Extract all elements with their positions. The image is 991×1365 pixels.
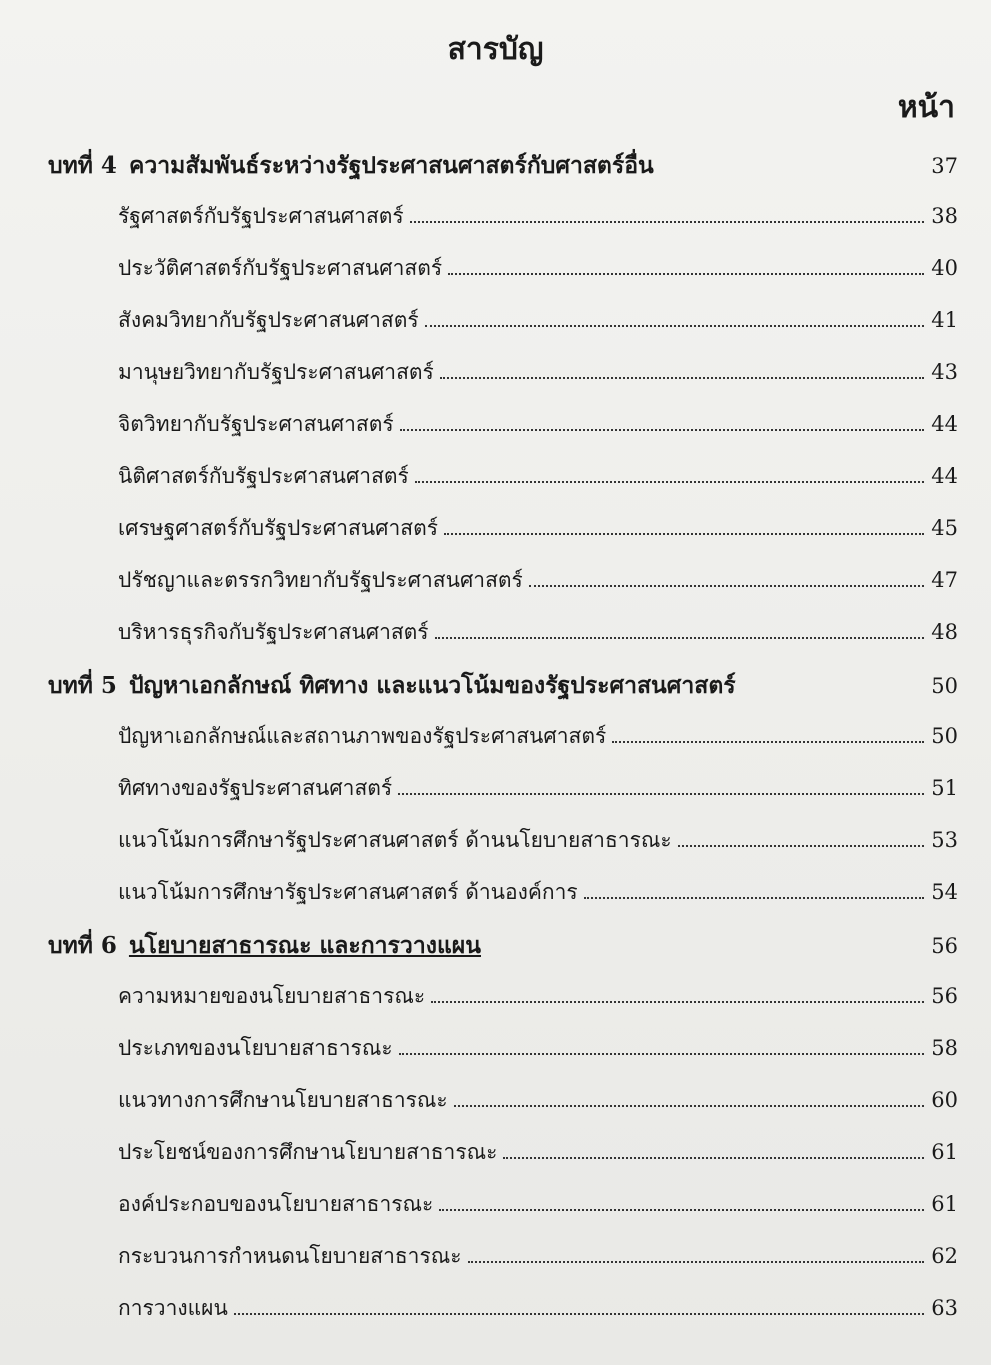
section-title: รัฐศาสตร์กับรัฐประศาสนศาสตร์: [118, 204, 404, 228]
toc-section-row: [118, 564, 958, 604]
toc-section-row: [118, 772, 958, 812]
page-number: 47: [931, 568, 958, 592]
page-number: 48: [931, 620, 958, 644]
dot-leader: [425, 325, 924, 327]
chapter-title: นโยบายสาธารณะ และการวางแผน: [128, 932, 481, 959]
toc-section-row: [118, 1084, 958, 1124]
toc-section-row: [118, 252, 958, 292]
page-number: 58: [931, 1036, 958, 1060]
section-title: เศรษฐศาสตร์กับรัฐประศาสนศาสตร์: [118, 516, 439, 540]
dot-leader: [584, 897, 924, 899]
section-title: แนวโน้มการศึกษารัฐประศาสนศาสตร์ ด้านนโยบายสาธารณะ: [118, 828, 672, 852]
page-number: 41: [931, 308, 958, 332]
toc-section-row: [118, 1188, 958, 1228]
page-number: 60: [931, 1088, 958, 1112]
dot-leader: [399, 1053, 924, 1055]
toc-chapter-row: [48, 668, 958, 708]
chapter-number: บทที่ 5: [48, 672, 117, 699]
page-number: 38: [931, 204, 958, 228]
section-title: แนวโน้มการศึกษารัฐประศาสนศาสตร์ ด้านองค์การ: [118, 880, 578, 904]
page-number: 43: [931, 360, 958, 384]
section-title: ปรัชญาและตรรกวิทยากับรัฐประศาสนศาสตร์: [118, 568, 523, 592]
section-title: จิตวิทยากับรัฐประศาสนศาสตร์: [118, 412, 394, 436]
page-number: 50: [931, 724, 958, 748]
section-title: มานุษยวิทยากับรัฐประศาสนศาสตร์: [118, 360, 434, 384]
section-title: กระบวนการกำหนดนโยบายสาธารณะ: [118, 1244, 462, 1268]
dot-leader: [454, 1105, 924, 1107]
toc-section-row: [118, 1292, 958, 1332]
chapter-title: ปัญหาเอกลักษณ์ ทิศทาง และแนวโน้มของรัฐประศาสนศาสตร์: [128, 672, 736, 699]
toc-section-row: [118, 512, 958, 552]
toc-section-row: [118, 460, 958, 500]
section-title: การวางแผน: [118, 1296, 228, 1320]
page-number: 61: [931, 1140, 958, 1164]
dot-leader: [435, 637, 924, 639]
dot-leader: [503, 1157, 924, 1159]
section-title: บริหารธุรกิจกับรัฐประศาสนศาสตร์: [118, 620, 429, 644]
toc-section-row: [118, 876, 958, 916]
dot-leader: [440, 377, 924, 379]
dot-leader: [448, 273, 924, 275]
toc-section-row: [118, 356, 958, 396]
section-title: แนวทางการศึกษานโยบายสาธารณะ: [118, 1088, 448, 1112]
toc-section-row: [118, 1032, 958, 1072]
page-number: 40: [931, 256, 958, 280]
dot-leader: [468, 1261, 924, 1263]
page-number: 45: [931, 516, 958, 540]
page-number: 51: [931, 776, 958, 800]
page-number: 63: [931, 1296, 958, 1320]
page-number: 37: [931, 154, 958, 178]
dot-leader: [234, 1313, 924, 1315]
toc-section-row: [118, 824, 958, 864]
page-number: 44: [931, 412, 958, 436]
page-number: 62: [931, 1244, 958, 1268]
section-title: ปัญหาเอกลักษณ์และสถานภาพของรัฐประศาสนศาสตร์: [118, 724, 607, 748]
page-column-header: หน้า: [897, 90, 955, 125]
toc-section-row: [118, 304, 958, 344]
section-title: ประวัติศาสตร์กับรัฐประศาสนศาสตร์: [118, 256, 443, 280]
page-number: 56: [931, 984, 958, 1008]
dot-leader: [410, 221, 924, 223]
dot-leader: [678, 845, 924, 847]
section-title: ความหมายของนโยบายสาธารณะ: [118, 984, 426, 1008]
page-title: สารบัญ: [447, 32, 544, 67]
toc-section-row: [118, 408, 958, 448]
dot-leader: [415, 481, 924, 483]
dot-leader: [444, 533, 924, 535]
toc-section-row: [118, 720, 958, 760]
toc-section-row: [118, 1136, 958, 1176]
dot-leader: [612, 741, 924, 743]
section-title: ประเภทของนโยบายสาธารณะ: [118, 1036, 393, 1060]
section-title: สังคมวิทยากับรัฐประศาสนศาสตร์: [118, 308, 419, 332]
section-title: องค์ประกอบของนโยบายสาธารณะ: [118, 1192, 434, 1216]
page-number: 54: [931, 880, 958, 904]
dot-leader: [400, 429, 924, 431]
chapter-number: บทที่ 6: [48, 932, 117, 959]
toc-section-row: [118, 980, 958, 1020]
section-title: ประโยชน์ของการศึกษานโยบายสาธารณะ: [118, 1140, 498, 1164]
dot-leader: [431, 1001, 924, 1003]
section-title: ทิศทางของรัฐประศาสนศาสตร์: [118, 776, 393, 800]
section-title: นิติศาสตร์กับรัฐประศาสนศาสตร์: [118, 464, 409, 488]
page-number: 50: [931, 674, 958, 698]
toc-chapter-row: [48, 148, 958, 188]
dot-leader: [529, 585, 924, 587]
toc-section-row: [118, 200, 958, 240]
chapter-title: ความสัมพันธ์ระหว่างรัฐประศาสนศาสตร์กับศาสตร์อื่น: [128, 152, 654, 179]
toc-section-row: [118, 616, 958, 656]
toc-chapter-row: [48, 928, 958, 968]
dot-leader: [398, 793, 924, 795]
page-number: 56: [931, 934, 958, 958]
chapter-number: บทที่ 4: [48, 152, 117, 179]
page-number: 61: [931, 1192, 958, 1216]
page-number: 53: [931, 828, 958, 852]
dot-leader: [439, 1209, 924, 1211]
page-number: 44: [931, 464, 958, 488]
toc-section-row: [118, 1240, 958, 1280]
